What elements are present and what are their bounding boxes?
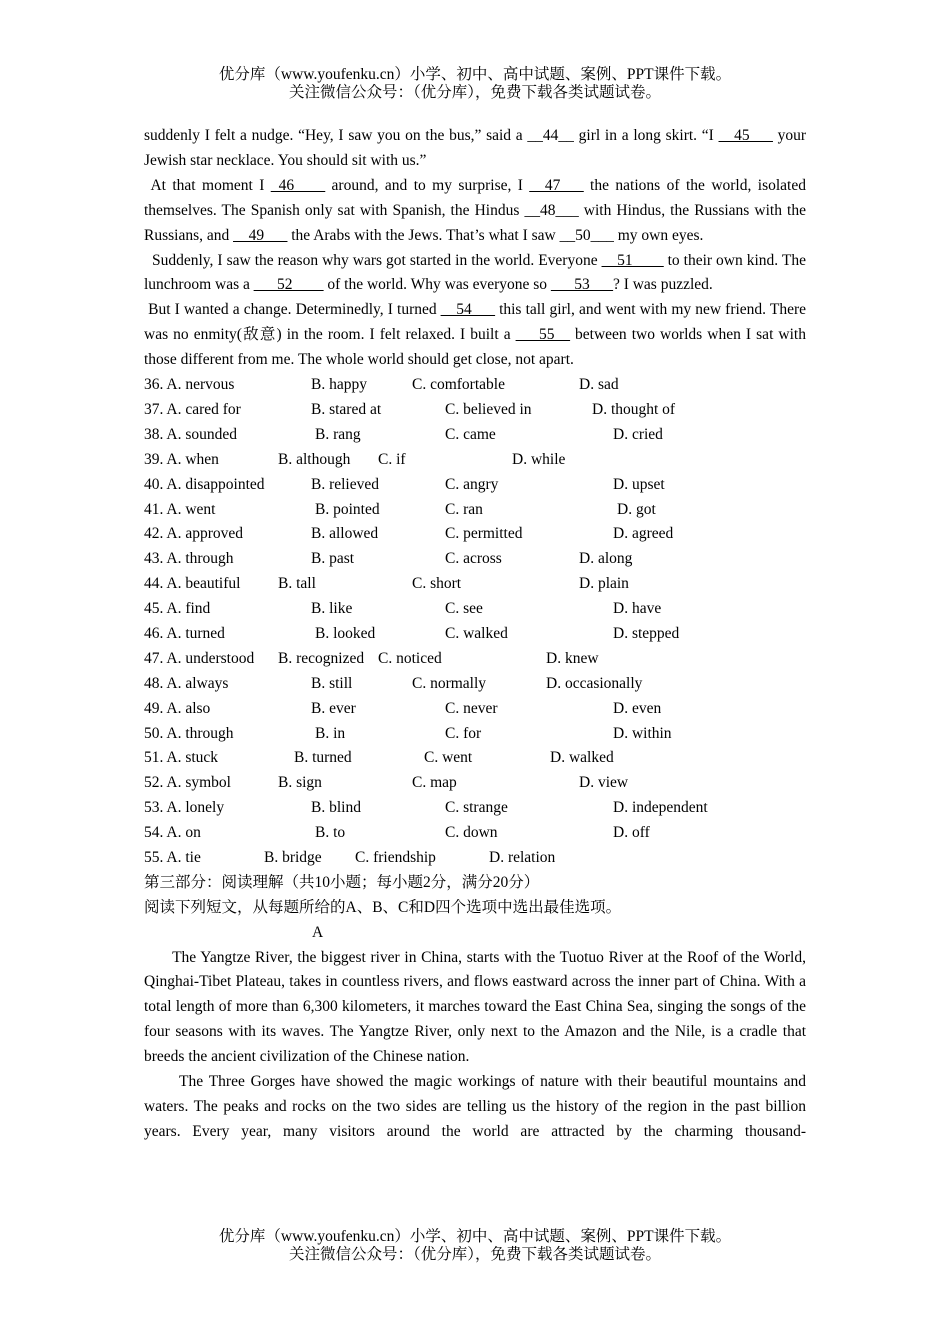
- passage-paragraph-1: suddenly I felt a nudge. “Hey, I saw you on the bus,” said a __44__ girl in a long skirt. “I __45___ your Jewish star necklace. You should sit with us.”: [144, 127, 810, 169]
- section-3-instruction: 阅读下列短文，从每题所给的A、B、C和D四个选项中选出最佳选项。: [144, 898, 622, 916]
- page-header: [0, 66, 950, 102]
- blank-47: __47___: [529, 176, 584, 194]
- option-row: 50. A. through B. in C. for D. within: [144, 724, 672, 742]
- blank-54: __54___: [440, 301, 495, 319]
- passage-paragraph-3: Suddenly, I saw the reason why wars got started in the world. Everyone __51____ to their own kind. The lunchroom was a ___52____ of the world. Why was everyone so ___53___? I was puzzled.: [144, 251, 810, 294]
- blank-45: __45___: [718, 127, 773, 144]
- option-row: 44. A. beautiful B. tall C. short D. plain: [144, 575, 629, 593]
- option-row: 38. A. sounded B. rang C. came D. cried: [144, 425, 663, 443]
- reading-paragraph-2: The Three Gorges have showed the magic workings of nature with their beautiful mountains and waters. The peaks and rocks on the two sides are telling us the history of the region in the past billion years. Every year, many visitors around the world are attracted by the charming thousand-: [144, 1073, 810, 1140]
- header-line-2: 关注微信公众号：（优分库），免费下载各类试题试卷。: [288, 84, 661, 101]
- page-footer: [0, 1228, 950, 1264]
- option-row: 39. A. when B. although C. if D. while: [144, 450, 566, 468]
- option-row: 52. A. symbol B. sign C. map D. view: [144, 774, 629, 792]
- option-row: 36. A. nervous B. happy C. comfortable D. sad: [144, 376, 619, 394]
- option-row: 53. A. lonely B. blind C. strange D. independent: [144, 799, 708, 817]
- option-row: 49. A. also B. ever C. never D. even: [144, 699, 662, 717]
- section-3-title: 第三部分：阅读理解（共10小题；每小题2分，满分20分）: [144, 873, 540, 891]
- blank-55: ___55__: [515, 326, 570, 344]
- page-content: [144, 124, 810, 1145]
- blank-53: ___53___: [550, 276, 613, 294]
- reading-paragraph-1: The Yangtze River, the biggest river in China, starts with the Tuotuo River at the Roof of the World, Qinghai-Tibet Plateau, takes in countless rivers, and flows eastward across the inner part of China. With a total length of more than 6,300 kilometers, it marches toward the East China Sea, singing the songs of the four seasons with its waves. The Yangtze River, only next to the Amazon and the Nile, is a cradle that breeds the ancient civilization of the Chinese nation.: [144, 948, 810, 1066]
- options-list: [144, 373, 806, 871]
- option-row: 54. A. on B. to C. down D. off: [144, 824, 650, 842]
- option-row: 42. A. approved B. allowed C. permitted D. agreed: [144, 525, 674, 543]
- blank-49: __49___: [233, 226, 288, 244]
- option-row: 43. A. through B. past C. across D. along: [144, 550, 633, 568]
- passage-label: A: [312, 923, 324, 941]
- footer-line-2: 关注微信公众号：（优分库），免费下载各类试题试卷。: [288, 1246, 661, 1263]
- blank-51: __51____: [601, 251, 664, 269]
- option-row: 55. A. tie B. bridge C. friendship D. relation: [144, 848, 556, 866]
- option-row: 46. A. turned B. looked C. walked D. stepped: [144, 624, 680, 642]
- header-line-1: 优分库（www.youfenku.cn）小学、初中、高中试题、案例、PPT课件下载。: [218, 66, 732, 83]
- option-row: 41. A. went B. pointed C. ran D. got: [144, 500, 656, 518]
- footer-line-1: 优分库（www.youfenku.cn）小学、初中、高中试题、案例、PPT课件下载。: [218, 1228, 732, 1245]
- option-row: 40. A. disappointed B. relieved C. angry D. upset: [144, 475, 665, 493]
- option-row: 51. A. stuck B. turned C. went D. walked: [144, 749, 614, 767]
- blank-52: ___52____: [253, 276, 324, 294]
- option-row: 45. A. find B. like C. see D. have: [144, 600, 662, 618]
- passage-paragraph-2: At that moment I _46____ around, and to my surprise, I __47___ the nations of the world, isolated themselves. The Spanish only sat with Spanish, the Hindus __48___ with Hindus, the Russians with the Russians, and __49___ the Arabs with the Jews. That’s what I saw __50___ my own eyes.: [144, 176, 810, 244]
- passage-paragraph-4: But I wanted a change. Determinedly, I turned __54___ this tall girl, and went with my new friend. There was no enmity(敌意) in the room. I felt relaxed. I built a ___55__ between two worlds when I sat with those different from me. The whole world should get close, not apart.: [144, 301, 810, 369]
- blank-46: _46____: [270, 176, 326, 194]
- option-row: 37. A. cared for B. stared at C. believed in D. thought of: [144, 400, 676, 418]
- option-row: 47. A. understood B. recognized C. noticed D. knew: [144, 649, 599, 667]
- option-row: 48. A. always B. still C. normally D. occasionally: [144, 674, 643, 692]
